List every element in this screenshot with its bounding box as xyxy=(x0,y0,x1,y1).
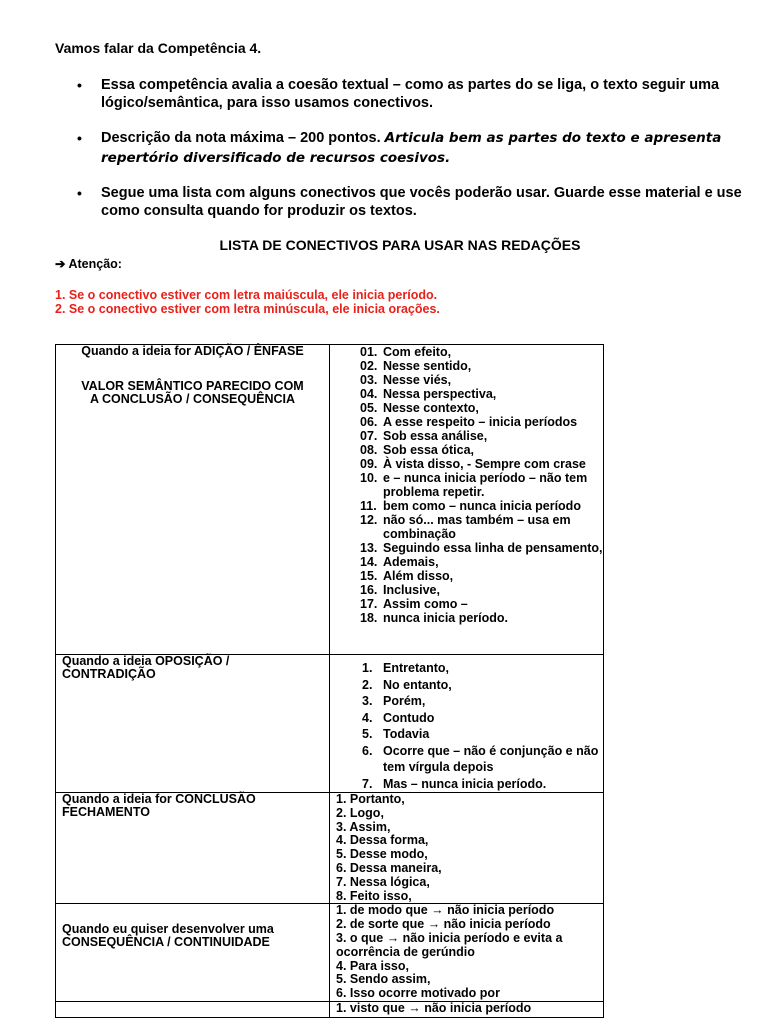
list-heading: LISTA DE CONECTIVOS PARA USAR NAS REDAÇÕES xyxy=(219,237,581,253)
list-item xyxy=(330,471,603,499)
list-item: 6. Dessa maneira, xyxy=(336,860,442,875)
rules-list xyxy=(55,288,440,316)
list-item: 4. Para isso, xyxy=(336,958,409,973)
category-cell xyxy=(56,793,330,904)
connectives-cell xyxy=(330,655,604,793)
table-row xyxy=(56,655,604,793)
list-item xyxy=(330,513,603,541)
item-text: bem como – nunca inicia período xyxy=(383,499,581,513)
category-cell xyxy=(56,1002,330,1018)
list-item: 1. visto que → não inicia período xyxy=(336,1001,532,1016)
item-text: Sob essa análise, xyxy=(383,429,488,443)
bullet-text: Segue uma lista com alguns conectivos que vocês poderão usar. Guarde esse material e use como consulta quando for produzir os textos. xyxy=(101,185,742,219)
bullet-icon: • xyxy=(77,185,82,201)
item-text: e – nunca inicia período – não tem problema repetir. xyxy=(383,471,588,499)
item-text: No entanto, xyxy=(383,677,452,692)
item-text: Ocorre que – não é conjunção e não tem vírgula depois xyxy=(383,743,599,774)
item-text: Além disso, xyxy=(383,569,454,583)
item-number: 11. xyxy=(360,499,377,513)
item-number: 10. xyxy=(360,471,378,485)
category-label: Quando eu quiser desenvolver uma CONSEQUÊNCIA / CONTINUIDADE xyxy=(62,922,274,950)
bullet-italic-text: Articula bem as partes do texto e apresenta repertório diversificado de recursos coesivos. xyxy=(101,130,722,166)
connectives-list xyxy=(330,793,603,903)
item-text: Nesse contexto, xyxy=(383,401,479,415)
item-text: Seguindo essa linha de pensamento, xyxy=(383,541,603,555)
list-item xyxy=(330,359,603,373)
item-number: 3. xyxy=(362,694,373,708)
category-label: Quando a ideia for ADIÇÃO / ÊNFASE xyxy=(81,344,304,358)
list-item: 4. Dessa forma, xyxy=(336,833,429,848)
table-row xyxy=(56,904,604,1002)
connectives-list xyxy=(330,1002,603,1016)
list-item xyxy=(330,443,603,457)
list-item: 2. de sorte que → não inicia período xyxy=(336,917,551,932)
list-item: 1. de modo que → não inicia período xyxy=(336,903,555,918)
item-number: 07. xyxy=(360,429,378,443)
bullet-text: Essa competência avalia a coesão textual – como as partes do se liga, o texto seguir uma lógico/semântica, para isso usamos conectivos. xyxy=(101,77,720,111)
category-label: Quando a ideia for CONCLUSÃO FECHAMENTO xyxy=(62,792,256,819)
item-text: Assim como – xyxy=(383,597,468,611)
item-text: Todavia xyxy=(383,727,430,741)
item-text: A esse respeito – inicia períodos xyxy=(383,415,578,429)
item-number: 15. xyxy=(360,569,378,583)
item-text: Nesse sentido, xyxy=(383,359,472,373)
connectives-cell xyxy=(330,1002,604,1018)
list-item: 7. Nessa lógica, xyxy=(336,874,430,889)
category-label: Quando a ideia OPOSIÇÃO / CONTRADIÇÃO xyxy=(62,654,230,681)
item-number: 06. xyxy=(360,415,378,429)
item-number: 18. xyxy=(360,611,378,625)
item-number: 12. xyxy=(360,513,378,527)
item-number: 05. xyxy=(360,401,378,415)
item-text: Inclusive, xyxy=(383,583,440,597)
connectives-table xyxy=(55,344,604,1018)
bullet-icon: • xyxy=(77,77,82,93)
table-row xyxy=(56,1002,604,1018)
rule-item: 2. Se o conectivo estiver com letra minúscula, ele inicia orações. xyxy=(55,302,440,316)
list-item xyxy=(330,677,603,694)
item-text: não só... mas também – usa em combinação xyxy=(383,513,571,541)
list-item xyxy=(330,660,603,677)
item-number: 01. xyxy=(360,345,378,359)
category-label: VALOR SEMÂNTICO PARECIDO COM A CONCLUSÃO / CONSEQUÊNCIA xyxy=(81,379,304,406)
item-number: 09. xyxy=(360,457,378,471)
attention-label: ➔ Atenção: xyxy=(55,257,122,271)
list-item xyxy=(330,710,603,727)
item-number: 1. xyxy=(362,661,373,675)
category-label xyxy=(56,1002,329,1006)
list-item: 8. Feito isso, xyxy=(336,888,412,903)
item-number: 02. xyxy=(360,359,378,373)
item-number: 4. xyxy=(362,710,373,725)
item-text: Porém, xyxy=(383,694,426,708)
item-number: 7. xyxy=(362,776,373,791)
item-number: 03. xyxy=(360,373,378,387)
item-number: 6. xyxy=(362,743,373,758)
category-cell xyxy=(56,655,330,793)
item-number: 16. xyxy=(360,583,378,597)
list-item: 6. Isso ocorre motivado por xyxy=(336,986,500,1001)
item-text: nunca inicia período. xyxy=(383,611,509,625)
item-text: Entretanto, xyxy=(383,661,449,675)
bullet-icon: • xyxy=(77,130,82,146)
list-item xyxy=(330,373,603,387)
bullet-list xyxy=(55,76,750,236)
list-item xyxy=(330,726,603,743)
bullet-text: Descrição da nota máxima – 200 pontos. xyxy=(101,130,381,146)
item-number: 17. xyxy=(360,597,378,611)
item-text: À vista disso, - Sempre com crase xyxy=(383,457,586,471)
list-item xyxy=(330,597,603,611)
connectives-list xyxy=(330,904,603,1001)
list-item xyxy=(330,401,603,415)
list-item xyxy=(330,693,603,710)
list-item: 5. Sendo assim, xyxy=(336,972,431,987)
bullet-item xyxy=(55,184,750,220)
rule-item: 1. Se o conectivo estiver com letra maiúscula, ele inicia período. xyxy=(55,288,438,302)
list-item xyxy=(330,569,603,583)
list-item xyxy=(330,776,603,793)
list-item xyxy=(330,555,603,569)
list-item xyxy=(330,415,603,429)
list-item: 1. Portanto, xyxy=(336,792,405,806)
list-item xyxy=(330,583,603,597)
connectives-list xyxy=(330,345,603,625)
item-number: 2. xyxy=(362,677,373,692)
item-number: 08. xyxy=(360,443,378,457)
intro-title: Vamos falar da Competência 4. xyxy=(55,40,262,56)
bullet-item xyxy=(55,128,750,168)
list-item xyxy=(330,345,603,359)
item-text: Nessa perspectiva, xyxy=(383,387,497,401)
connectives-cell xyxy=(330,793,604,904)
item-number: 13. xyxy=(360,541,378,555)
category-cell xyxy=(56,904,330,1002)
connectives-cell xyxy=(330,345,604,655)
item-text: Sob essa ótica, xyxy=(383,443,475,457)
item-text: Mas – nunca inicia período. xyxy=(383,776,547,791)
item-number: 5. xyxy=(362,727,373,741)
item-text: Ademais, xyxy=(383,555,439,569)
category-cell xyxy=(56,345,330,655)
item-number: 04. xyxy=(360,387,378,401)
list-item xyxy=(330,387,603,401)
list-item: 3. Assim, xyxy=(336,819,391,834)
table-row xyxy=(56,793,604,904)
list-item: 5. Desse modo, xyxy=(336,847,428,862)
list-item xyxy=(330,611,603,625)
connectives-list xyxy=(330,655,603,792)
table-row xyxy=(56,345,604,655)
list-item xyxy=(330,499,603,513)
list-item: 2. Logo, xyxy=(336,805,384,820)
list-item: 3. o que → não inicia período e evita a ocorrência de gerúndio xyxy=(336,930,563,959)
connectives-cell xyxy=(330,904,604,1002)
list-item xyxy=(330,429,603,443)
bullet-item xyxy=(55,76,750,112)
item-text: Contudo xyxy=(383,710,435,725)
list-item xyxy=(330,457,603,471)
item-text: Nesse viés, xyxy=(383,373,452,387)
list-item xyxy=(330,743,603,776)
item-text: Com efeito, xyxy=(383,345,452,359)
list-item xyxy=(330,541,603,555)
item-number: 14. xyxy=(360,555,378,569)
